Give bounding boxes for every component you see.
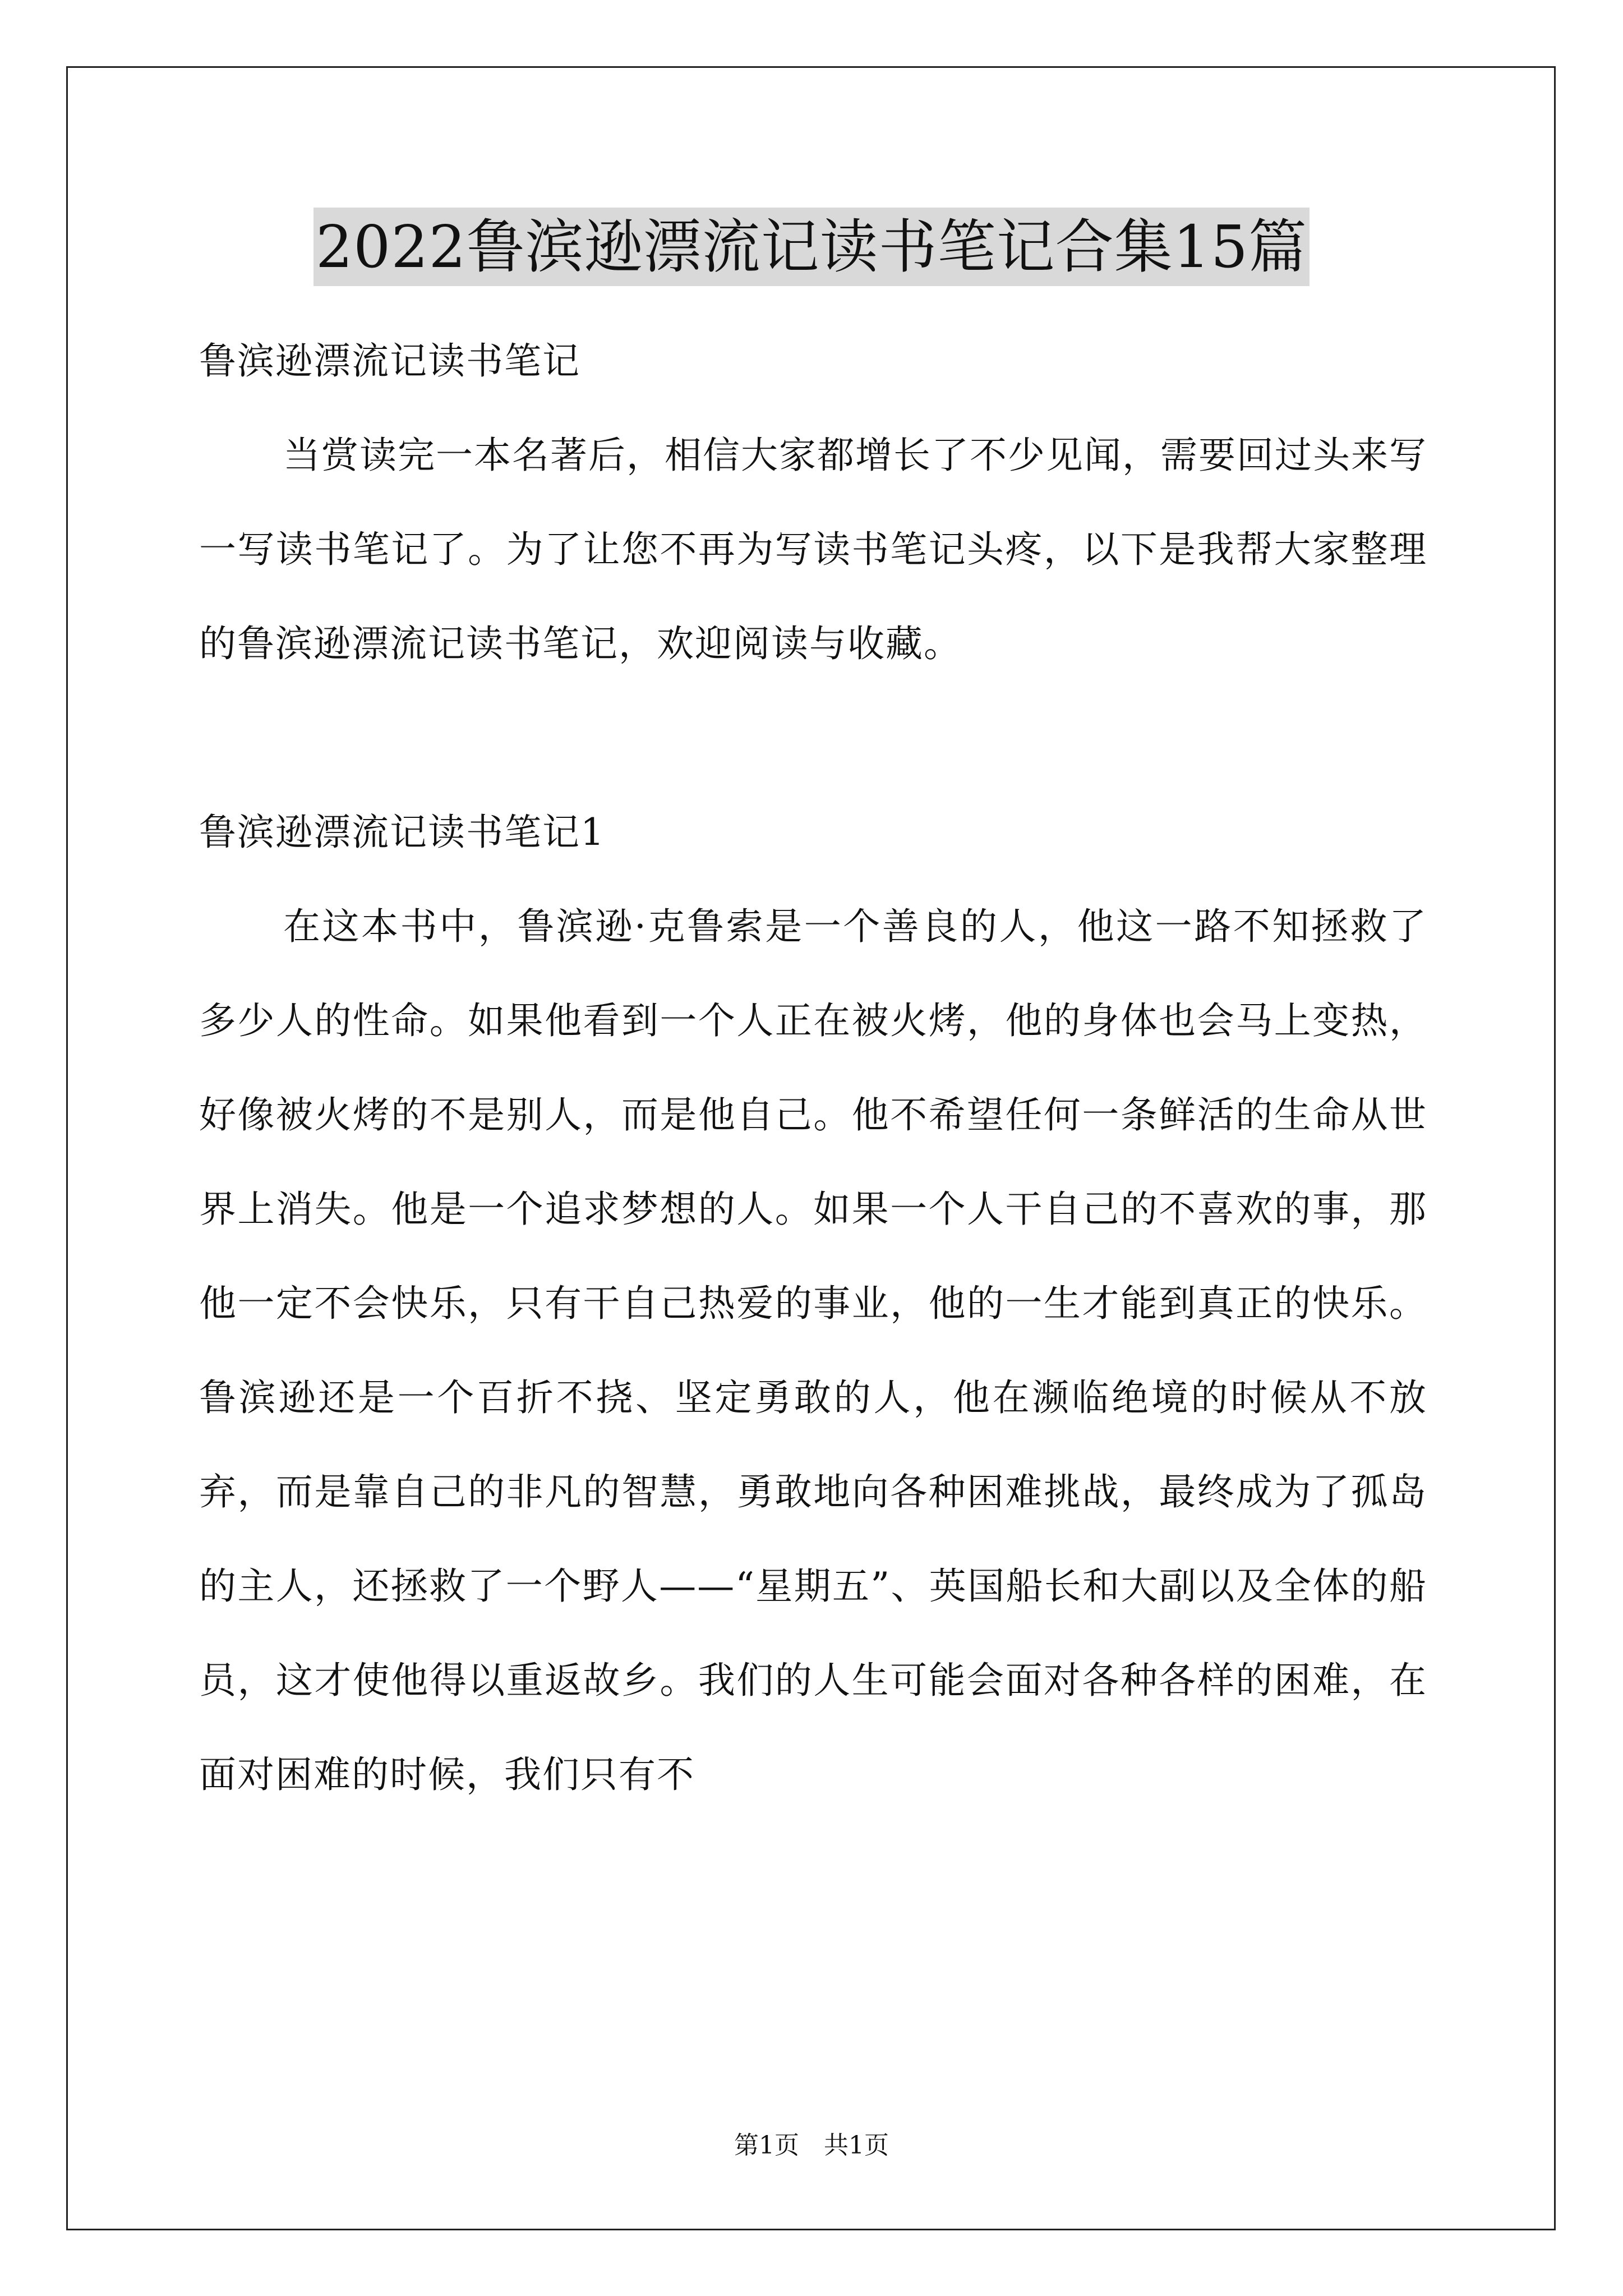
document-body: [199, 314, 1427, 1822]
section-spacer: [199, 691, 1427, 785]
title-container: [0, 208, 1623, 286]
section-heading-intro: 鲁滨逊漂流记读书笔记: [199, 339, 580, 383]
body-paragraph-1: 在这本书中，鲁滨逊·克鲁索是一个善良的人，他这一路不知拯救了多少人的性命。如果他看到一个人正在被火烤，他的身体也会马上变热，好像被火烤的不是别人，而是他自己。他不希望任何一条鲜活的生命从世界上消失。他是一个追求梦想的人。如果一个人干自己的不喜欢的事，那他一定不会快乐，只有干自己热爱的事业，他的一生才能到真正的快乐。鲁滨逊还是一个百折不挠、坚定勇敢的人，他在濒临绝境的时候从不放弃，而是靠自己的非凡的智慧，勇敢地向各种困难挑战，最终成为了孤岛的主人，还拯救了一个野人——“星期五”、英国船长和大副以及全体的船员，这才使他得以重返故乡。我们的人生可能会面对各种各样的困难，在面对困难的时候，我们只有不: [199, 905, 1427, 1796]
document-title: 2022鲁滨逊漂流记读书笔记合集15篇: [313, 208, 1310, 286]
intro-paragraph: 当赏读完一本名著后，相信大家都增长了不少见闻，需要回过头来写一写读书笔记了。为了让您不再为写读书笔记头疼，以下是我帮大家整理的鲁滨逊漂流记读书笔记，欢迎阅读与收藏。: [199, 434, 1427, 665]
section-heading-1: 鲁滨逊漂流记读书笔记1: [199, 811, 605, 854]
page-footer: 第1页 共1页: [734, 2131, 889, 2160]
